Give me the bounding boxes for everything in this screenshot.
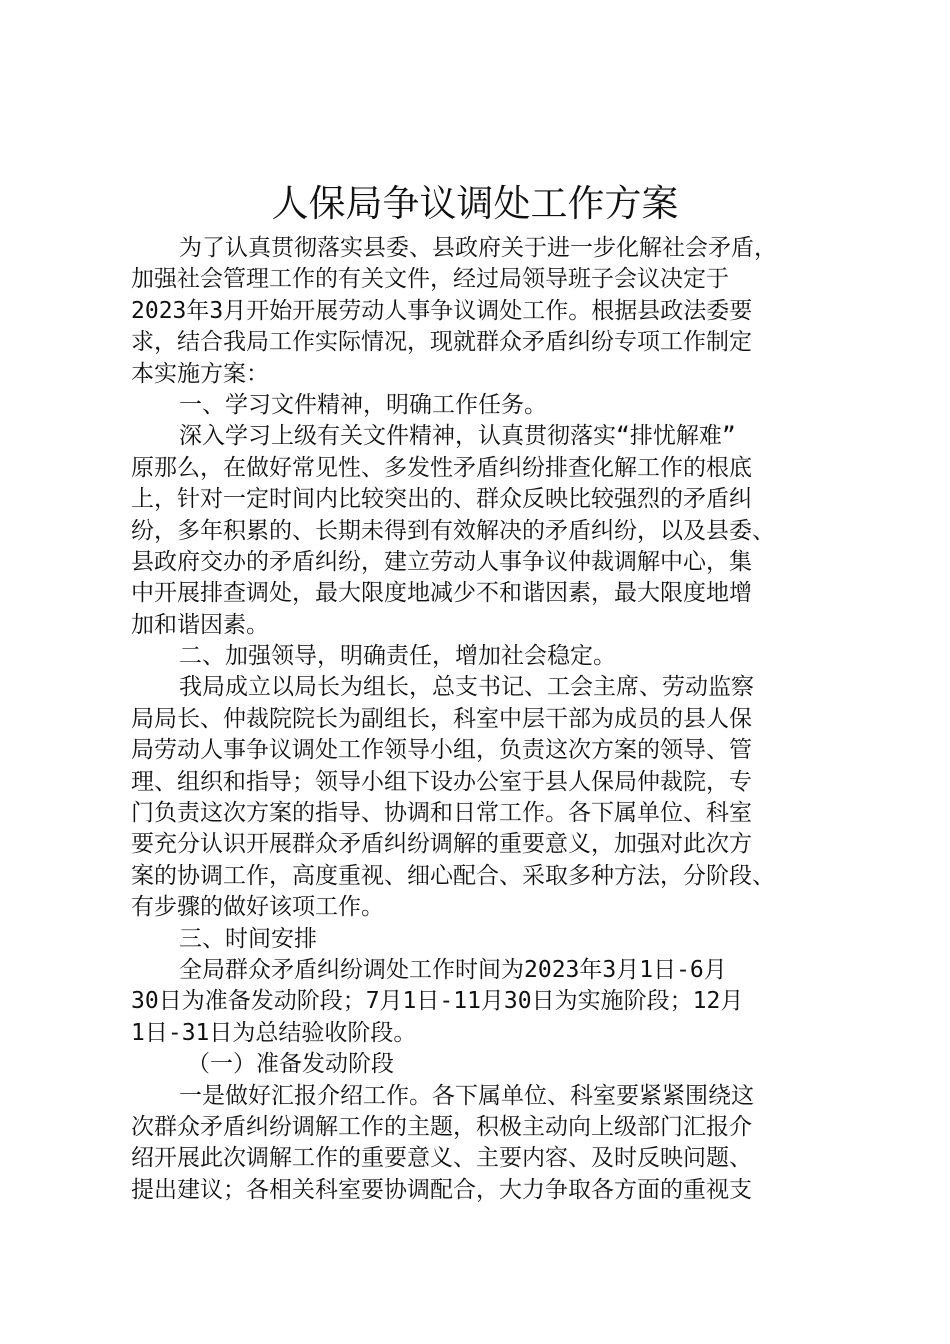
- text-line: 上，针对一定时间内比较突出的、群众反映比较强烈的矛盾纠: [131, 486, 752, 513]
- text-line: 有步骤的做好该项工作。: [131, 894, 384, 921]
- text-line: 深入学习上级有关文件精神，认真贯彻落实“排忧解难”: [179, 423, 736, 450]
- text-line: 1日-31日为总结验收阶段。: [131, 1019, 417, 1046]
- text-line: 绍开展此次调解工作的重要意义、主要内容、及时反映问题、: [131, 1145, 752, 1172]
- text-line: 加和谐因素。: [131, 611, 269, 638]
- text-line: 一是做好汇报介绍工作。各下属单位、科室要紧紧围绕这: [179, 1082, 754, 1109]
- text-line: 中开展排查调处，最大限度地减少不和谐因素，最大限度地增: [131, 580, 752, 607]
- document-title: 人保局争议调处工作方案: [271, 182, 679, 225]
- text-line: 本实施方案：: [131, 360, 269, 387]
- text-line: 2023年3月开始开展劳动人事争议调处工作。根据县政法委要: [131, 297, 753, 324]
- text-line: 要充分认识开展群众矛盾纠纷调解的重要意义，加强对此次方: [131, 831, 752, 858]
- text-line: 局劳动人事争议调处工作领导小组，负责这次方案的领导、管: [131, 737, 752, 764]
- text-line: 县政府交办的矛盾纠纷，建立劳动人事争议仲裁调解中心，集: [131, 548, 752, 575]
- text-line: 提出建议；各相关科室要协调配合，大力争取各方面的重视支: [131, 1176, 752, 1203]
- text-line: 门负责这次方案的指导、协调和日常工作。各下属单位、科室: [131, 800, 752, 827]
- text-line: 加强社会管理工作的有关文件，经过局领导班子会议决定于: [131, 266, 729, 293]
- text-line: 局局长、仲裁院院长为副组长，科室中层干部为成员的县人保: [131, 705, 752, 732]
- text-line: 30日为准备发动阶段；7月1日-11月30日为实施阶段；12月: [131, 988, 744, 1015]
- text-line: 纷，多年积累的、长期未得到有效解决的矛盾纠纷，以及县委、: [131, 517, 775, 544]
- section-heading: 三、时间安排: [179, 925, 317, 952]
- document-body: [131, 233, 831, 1206]
- section-heading: 一、学习文件精神，明确工作任务。: [179, 391, 547, 418]
- section-heading: 二、加强领导，明确责任，增加社会稳定。: [179, 643, 616, 670]
- text-line: 次群众矛盾纠纷调解工作的主题，积极主动向上级部门汇报介: [131, 1113, 752, 1140]
- text-line: 为了认真贯彻落实县委、县政府关于进一步化解社会矛盾，: [179, 235, 777, 261]
- text-line: 理、组织和指导；领导小组下设办公室于县人保局仲裁院，专: [131, 768, 752, 795]
- text-line: 求，结合我局工作实际情况，现就群众矛盾纠纷专项工作制定: [131, 329, 752, 356]
- subsection-heading: （一）准备发动阶段: [187, 1051, 394, 1078]
- text-line: 全局群众矛盾纠纷调处工作时间为2023年3月1日-6月: [179, 956, 727, 983]
- text-line: 我局成立以局长为组长，总支书记、工会主席、劳动监察: [179, 674, 754, 701]
- text-line: 原那么，在做好常见性、多发性矛盾纠纷排查化解工作的根底: [131, 454, 752, 481]
- text-line: 案的协调工作，高度重视、细心配合、采取多种方法，分阶段、: [131, 862, 775, 889]
